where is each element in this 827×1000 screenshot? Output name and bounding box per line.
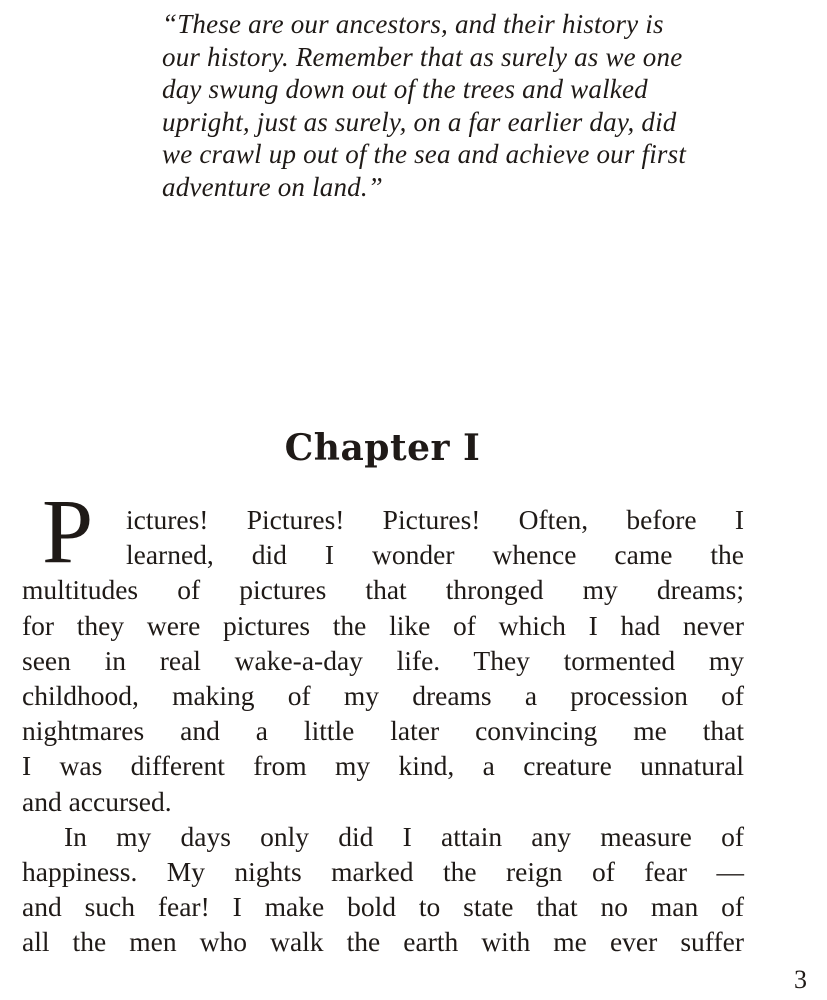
paragraph-line: and accursed. bbox=[22, 785, 172, 817]
paragraph-line: for they were pictures the like of which I had never bbox=[22, 609, 744, 641]
paragraph-line: happiness. My nights marked the reign of fear — bbox=[22, 856, 744, 888]
paragraph-2 bbox=[22, 819, 744, 960]
paragraph-line: I was different from my kind, a creature unnatural bbox=[22, 750, 744, 782]
epigraph-line: “These are our ancestors, and their history is bbox=[162, 9, 664, 39]
paragraph-line: childhood, making of my dreams a procession of bbox=[22, 680, 744, 712]
paragraph-line: nightmares and a little later convincing me that bbox=[22, 715, 744, 747]
epigraph-line: upright, just as surely, on a far earlier day, did bbox=[162, 106, 677, 137]
epigraph-line: we crawl up out of the sea and achieve our first bbox=[162, 139, 687, 170]
epigraph-line: adventure on land.” bbox=[162, 171, 384, 202]
paragraph-line: and such fear! I make bold to state that no man of bbox=[22, 891, 744, 923]
paragraph-line: all the men who walk the earth with me ever suffer bbox=[22, 926, 744, 958]
paragraph-line: ictures! Pictures! Pictures! Often, before I bbox=[126, 504, 744, 535]
paragraph-1 bbox=[22, 502, 744, 819]
epigraph bbox=[162, 8, 762, 204]
epigraph-line: our history. Remember that as surely as we one bbox=[162, 41, 683, 72]
epigraph-line: day swung down out of the trees and walked bbox=[162, 74, 648, 105]
paragraph-line: learned, did I wonder whence came the bbox=[126, 539, 744, 571]
drop-cap: P bbox=[42, 480, 94, 582]
body-text bbox=[22, 502, 744, 960]
chapter-title: Chapter I bbox=[284, 427, 481, 469]
page-number: 3 bbox=[794, 965, 807, 994]
paragraph-line: seen in real wake-a-day life. They tormented my bbox=[22, 644, 744, 676]
paragraph-line: In my days only did I attain any measure of bbox=[64, 820, 744, 852]
paragraph-line: multitudes of pictures that thronged my dreams; bbox=[22, 574, 744, 606]
